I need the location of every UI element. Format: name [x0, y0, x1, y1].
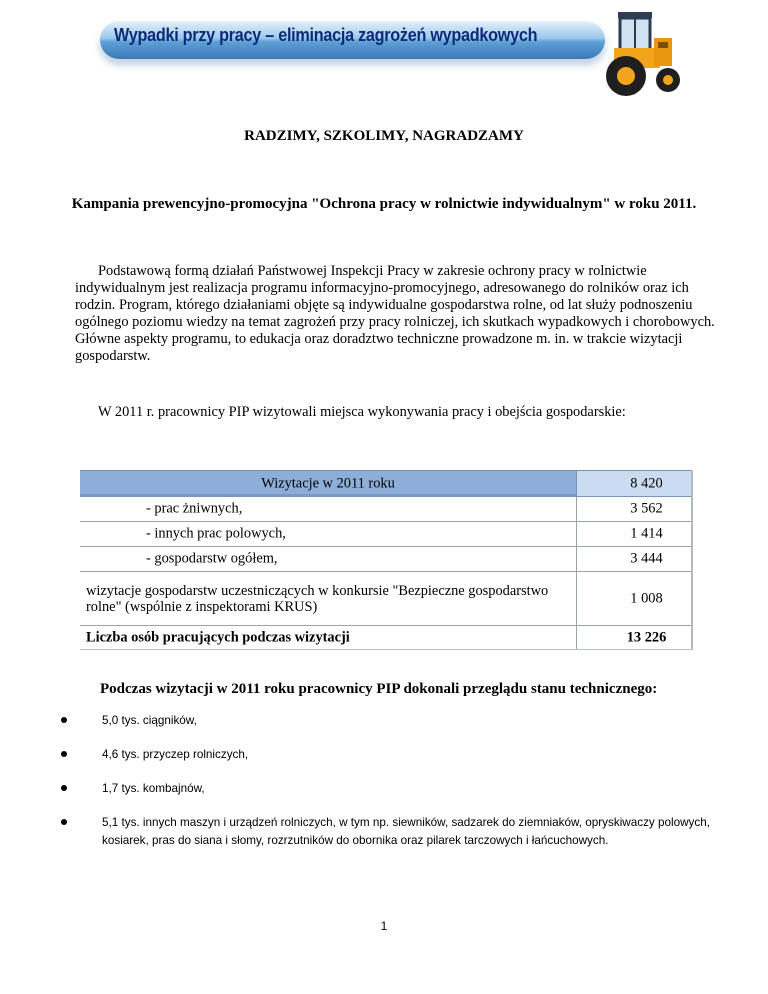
- banner-title: Wypadki przy pracy – eliminacja zagrożeń wypadkowych: [114, 25, 538, 45]
- list-item: [60, 814, 720, 850]
- list-item-text: 5,0 tys. ciągników,: [102, 714, 197, 727]
- row-value: 1 008: [630, 590, 663, 606]
- total-value: 13 226: [626, 629, 667, 645]
- row-value: 1 414: [630, 525, 663, 542]
- table-row: [80, 547, 693, 572]
- row-value: 3 444: [630, 550, 663, 567]
- list-item-text: 4,6 tys. przyczep rolniczych,: [102, 748, 249, 761]
- row-label: - innych prac polowych,: [146, 525, 286, 542]
- review-heading: Podczas wizytacji w 2011 roku pracownicy PIP dokonali przeglądu stanu technicznego:: [100, 681, 658, 697]
- list-item: [60, 712, 720, 730]
- list-item-text: 1,7 tys. kombajnów,: [102, 782, 205, 795]
- table-header-value: 8 420: [630, 475, 663, 491]
- table-row: [80, 572, 693, 626]
- table-header-label: Wizytacje w 2011 roku: [261, 475, 395, 491]
- page-title: RADZIMY, SZKOLIMY, NAGRADZAMY: [244, 128, 524, 144]
- row-label: - gospodarstw ogółem,: [146, 550, 278, 567]
- header-banner: [100, 8, 680, 100]
- bullet-icon: [61, 717, 67, 723]
- bullet-icon: [61, 751, 67, 757]
- list-item-text: 5,1 tys. innych maszyn i urządzeń rolniczych, w tym np. siewników, sadzarek do ziemniaków, opryskiwaczy polowych, kosiarek, pras do siana i słomy, rozrzutników do obornika oraz pilarek tarczowych i łańcuchowych.: [102, 816, 710, 847]
- campaign-heading: Kampania prewencyjno-promocyjna "Ochrona pracy w rolnictwie indywidualnym" w roku 2011.: [71, 196, 697, 212]
- total-label: Liczba osób pracujących podczas wizytacji: [86, 629, 350, 645]
- tractor-icon: [598, 8, 682, 100]
- table-total-row: [80, 626, 693, 650]
- table-row: [80, 497, 693, 522]
- equipment-list: [60, 712, 720, 866]
- list-item: [60, 780, 720, 798]
- bullet-icon: [61, 785, 67, 791]
- row-value: 3 562: [630, 500, 663, 517]
- row-label: wizytacje gospodarstw uczestniczących w konkursie "Bezpieczne gospodarstwo rolne" (wspólnie z inspektorami KRUS): [86, 582, 549, 615]
- table-header-row: [80, 470, 693, 497]
- inspection-intro: W 2011 r. pracownicy PIP wizytowali miejsca wykonywania pracy i obejścia gospodarskie:: [98, 404, 626, 420]
- table-row: [80, 522, 693, 547]
- page-number: 1: [380, 919, 388, 933]
- list-item: [60, 746, 720, 764]
- bullet-icon: [61, 819, 67, 825]
- row-label: - prac żniwnych,: [146, 500, 243, 517]
- inspections-table: [80, 470, 693, 650]
- intro-paragraph: Podstawową formą działań Państwowej Inspekcji Pracy w zakresie ochrony pracy w rolnictwie indywidualnym jest realizacja programu informacyjno-promocyjnego, adresowanego do rolników oraz ich rodzin. Program, którego działaniami objęte są indywidualne gospodarstwa rolne, od lat służy podnoszeniu ogólnego poziomu wiedzy na temat zagrożeń przy pracy rolniczej, ich skutkach wypadkowych i chorobowych. Główne aspekty programu, to edukacja oraz doradztwo techniczne prowadzone m. in. w trakcie wizytacji gospodarstw.: [75, 263, 715, 364]
